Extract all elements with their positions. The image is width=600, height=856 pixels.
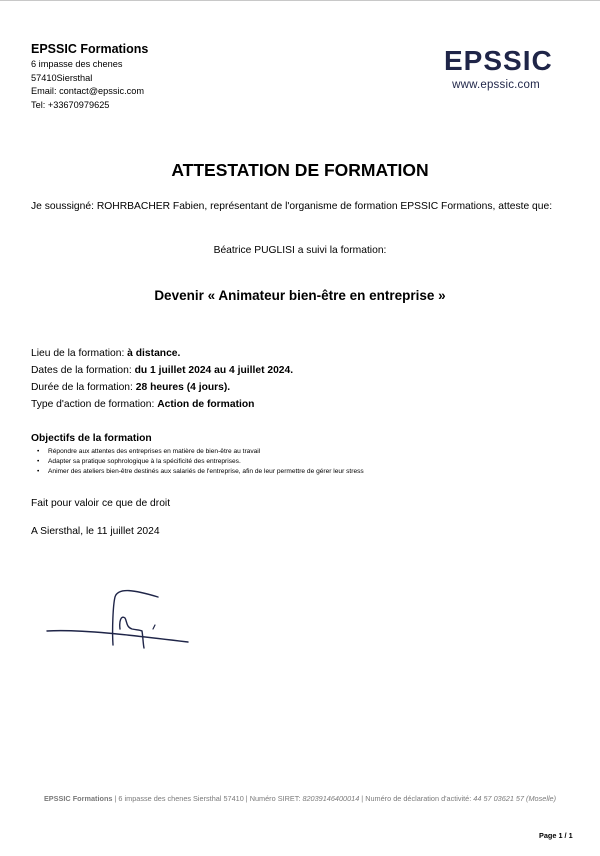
phone-line: Tel: +33670979625 (31, 99, 110, 110)
footer-siret-value: 82039146400014 (302, 794, 360, 803)
detail-value: à distance. (127, 348, 181, 359)
email-line: Email: contact@epssic.com (31, 86, 144, 96)
footer-siret-label: Numéro SIRET: (249, 794, 303, 803)
place-and-date: A Siersthal, le 11 juillet 2024 (31, 526, 160, 537)
objective-text: Animer des ateliers bien-être destinés aux salariés de l'entreprise, afin de leur permettre de gérer leur stress (48, 468, 364, 475)
detail-value: Action de formation (157, 399, 255, 410)
objectives-title: Objectifs de la formation (31, 433, 152, 444)
closing-statement: Fait pour valoir ce que de droit (31, 498, 171, 509)
objective-item (37, 457, 364, 467)
logo-wordmark: EPSSIC (444, 45, 553, 76)
bullet-icon: • (37, 468, 40, 475)
trainee-name: Béatrice PUGLISI (213, 245, 295, 256)
page-number: Page 1 / 1 (539, 831, 573, 840)
objectives-section (31, 432, 364, 477)
intro-suffix: , atteste que: (492, 201, 553, 212)
detail-label: Type d'action de formation: (31, 399, 158, 410)
detail-value: du 1 juillet 2024 au 4 juillet 2024. (134, 365, 294, 376)
address-line-1: 6 impasse des chenes (31, 59, 123, 69)
footer-declaration-label: Numéro de déclaration d'activité: (365, 794, 474, 803)
footer-separator: | (359, 794, 366, 803)
training-details (31, 345, 293, 413)
detail-duration (31, 379, 293, 396)
organization-name-inline: EPSSIC Formations (400, 201, 493, 212)
page-top-border (0, 0, 600, 1)
objective-text: Répondre aux attentes des entreprises en matière de bien-être au travail (48, 448, 261, 455)
trainee-suffix: a suivi la formation: (294, 245, 387, 256)
organization-address-block (31, 42, 148, 112)
footer-declaration-value: 44 57 03621 57 (Moselle) (473, 794, 557, 803)
detail-value: 28 heures (4 jours). (135, 382, 231, 393)
objectives-list (31, 447, 364, 477)
course-title: Devenir « Animateur bien-être en entreprise » (154, 288, 446, 303)
detail-dates (31, 362, 293, 379)
signatory-name: ROHRBACHER Fabien (96, 201, 205, 212)
trainee-statement (0, 244, 600, 258)
detail-location (31, 345, 293, 362)
detail-label: Durée de la formation: (31, 382, 136, 393)
objective-text: Adapter sa pratique sophrologique à la spécificité des entreprises. (48, 458, 241, 465)
objective-item (37, 447, 364, 457)
footer-org: EPSSIC Formations (43, 794, 113, 803)
bullet-icon: • (37, 458, 40, 465)
logo-url: www.epssic.com (452, 79, 540, 91)
page-footer (30, 793, 570, 804)
intro-middle: , représentant de l'organisme de formation (204, 201, 401, 212)
detail-label: Dates de la formation: (31, 365, 135, 376)
detail-label: Lieu de la formation: (31, 348, 128, 359)
footer-separator: | (112, 794, 119, 803)
signature-icon (40, 585, 190, 655)
intro-prefix: Je soussigné: (31, 201, 97, 212)
document-title: ATTESTATION DE FORMATION (171, 160, 429, 180)
bullet-icon: • (37, 448, 40, 455)
attestation-intro (31, 200, 571, 215)
footer-address: 6 impasse des chenes Siersthal 57410 (118, 794, 244, 803)
epssic-logo (444, 45, 553, 92)
objective-item (37, 467, 364, 477)
address-line-2: 57410Siersthal (31, 72, 93, 83)
organization-name: EPSSIC Formations (31, 42, 149, 56)
detail-action-type (31, 396, 293, 413)
footer-separator: | (243, 794, 250, 803)
